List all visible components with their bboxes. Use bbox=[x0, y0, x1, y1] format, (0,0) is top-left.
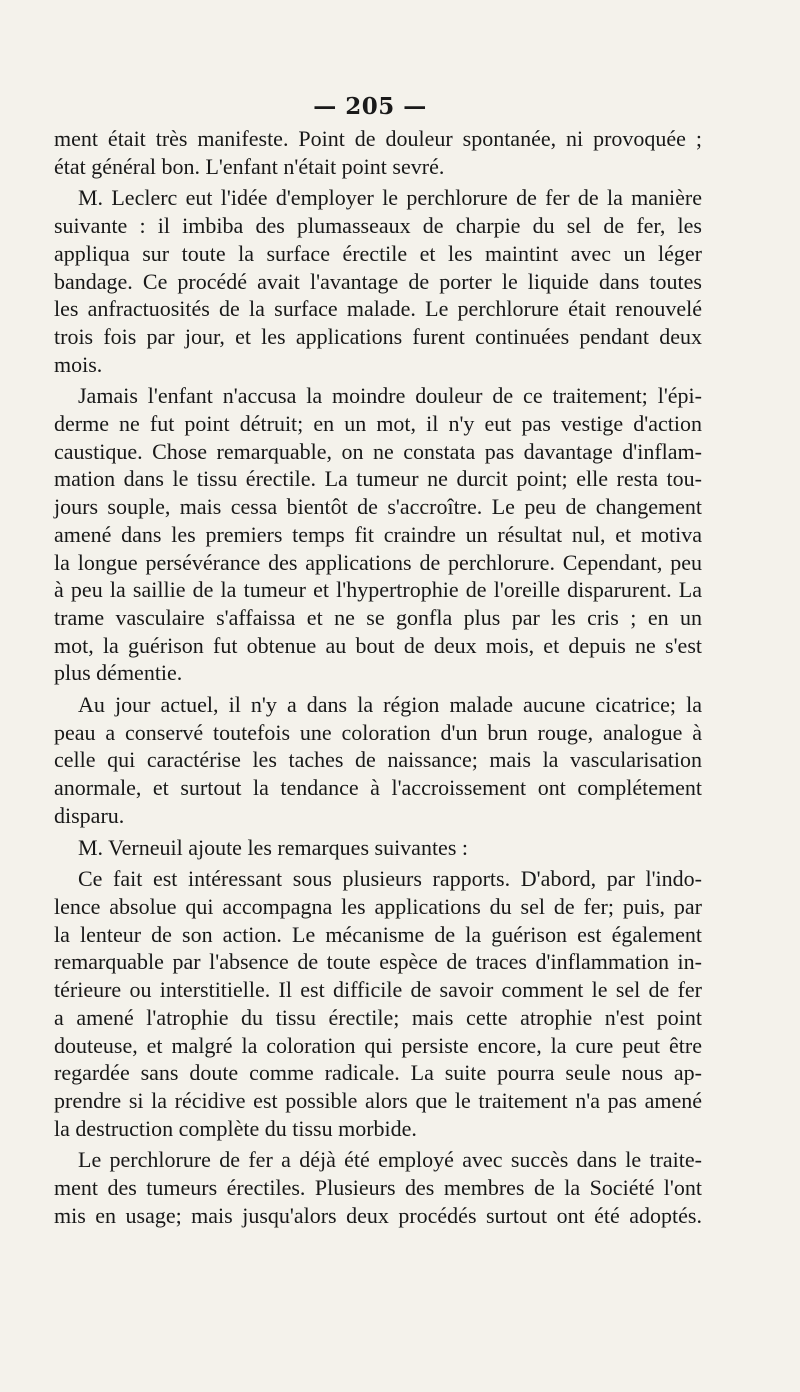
paragraph bbox=[54, 1146, 702, 1229]
text-line: anormale, et surtout la tendance à l'accroissement ont complétement bbox=[54, 775, 702, 801]
text-line: douteuse, et malgré la coloration qui persiste encore, la cure peut être bbox=[54, 1032, 702, 1058]
text-line: la longue persévérance des applications de perchlorure. Cependant, peu bbox=[54, 549, 702, 575]
text-line: trame vasculaire s'affaissa et ne se gonfla plus par les cris ; en un bbox=[54, 604, 702, 630]
page-number: — 205 — bbox=[313, 93, 427, 120]
text-line: Le perchlorure de fer a déjà été employé avec succès dans le traite- bbox=[78, 1147, 702, 1173]
text-line: les anfractuosités de la surface malade. Le perchlorure était renouvelé bbox=[54, 296, 702, 322]
paragraph bbox=[54, 125, 702, 180]
text-line: plus démentie. bbox=[54, 660, 183, 686]
text-line: térieure ou interstitielle. Il est difficile de savoir comment le sel de fer bbox=[54, 977, 702, 1003]
paragraph bbox=[54, 382, 702, 687]
text-line: derme ne fut point détruit; en un mot, il n'y eut pas vestige d'action bbox=[54, 411, 702, 437]
text-line: caustique. Chose remarquable, on ne constata pas davantage d'inflam- bbox=[54, 438, 702, 464]
text-line: état général bon. L'enfant n'était point sevré. bbox=[54, 153, 445, 179]
text-line: Jamais l'enfant n'accusa la moindre douleur de ce traitement; l'épi- bbox=[78, 383, 702, 409]
text-line: remarquable par l'absence de toute espèce de traces d'inflammation in- bbox=[54, 949, 702, 975]
text-line: Ce fait est intéressant sous plusieurs rapports. D'abord, par l'indo- bbox=[78, 866, 702, 892]
text-line: peau a conservé toutefois une coloration d'un brun rouge, analogue à bbox=[54, 719, 702, 745]
text-line: prendre si la récidive est possible alors que le traitement n'a pas amené bbox=[54, 1087, 702, 1113]
text-line: la destruction complète du tissu morbide. bbox=[54, 1115, 417, 1141]
text-line: lence absolue qui accompagna les applications du sel de fer; puis, par bbox=[54, 893, 702, 919]
paragraph bbox=[54, 865, 702, 1142]
text-line: a amené l'atrophie du tissu érectile; mais cette atrophie n'est point bbox=[54, 1004, 702, 1030]
paragraph bbox=[54, 184, 702, 378]
text-line: appliqua sur toute la surface érectile et les maintint avec un léger bbox=[54, 240, 702, 266]
text-line: trois fois par jour, et les applications furent continuées pendant deux bbox=[54, 323, 702, 349]
text-line: mis en usage; mais jusqu'alors deux procédés surtout ont été adoptés. bbox=[54, 1202, 702, 1228]
text-line: à peu la saillie de la tumeur et l'hypertrophie de l'oreille disparurent. La bbox=[54, 577, 702, 603]
text-line: mation dans le tissu érectile. La tumeur ne durcit point; elle resta tou- bbox=[54, 466, 702, 492]
text-line: disparu. bbox=[54, 802, 125, 828]
text-line: mois. bbox=[54, 351, 103, 377]
text-line: M. Leclerc eut l'idée d'employer le perchlorure de fer de la manière bbox=[78, 185, 702, 211]
text-line: bandage. Ce procédé avait l'avantage de porter le liquide dans toutes bbox=[54, 268, 702, 294]
text-line: suivante : il imbiba des plumasseaux de charpie du sel de fer, les bbox=[54, 213, 702, 239]
text-line: M. Verneuil ajoute les remarques suivantes : bbox=[78, 834, 468, 860]
paragraph bbox=[54, 691, 702, 830]
paragraph bbox=[54, 834, 702, 862]
text-line: jours souple, mais cessa bientôt de s'accroître. Le peu de changement bbox=[54, 494, 702, 520]
text-line: celle qui caractérise les taches de naissance; mais la vascularisation bbox=[54, 747, 702, 773]
text-line: la lenteur de son action. Le mécanisme de la guérison est également bbox=[54, 921, 702, 947]
text-line: amené dans les premiers temps fit craindre un résultat nul, et motiva bbox=[54, 521, 702, 547]
text-line: regardée sans doute comme radicale. La suite pourra seule nous ap- bbox=[54, 1060, 702, 1086]
text-line: ment des tumeurs érectiles. Plusieurs des membres de la Société l'ont bbox=[54, 1175, 702, 1201]
text-line: ment était très manifeste. Point de douleur spontanée, ni provoquée ; bbox=[54, 126, 702, 151]
body-text bbox=[54, 125, 702, 1229]
text-line: Au jour actuel, il n'y a dans la région malade aucune cicatrice; la bbox=[78, 692, 702, 718]
text-line: mot, la guérison fut obtenue au bout de deux mois, et depuis ne s'est bbox=[54, 632, 702, 658]
